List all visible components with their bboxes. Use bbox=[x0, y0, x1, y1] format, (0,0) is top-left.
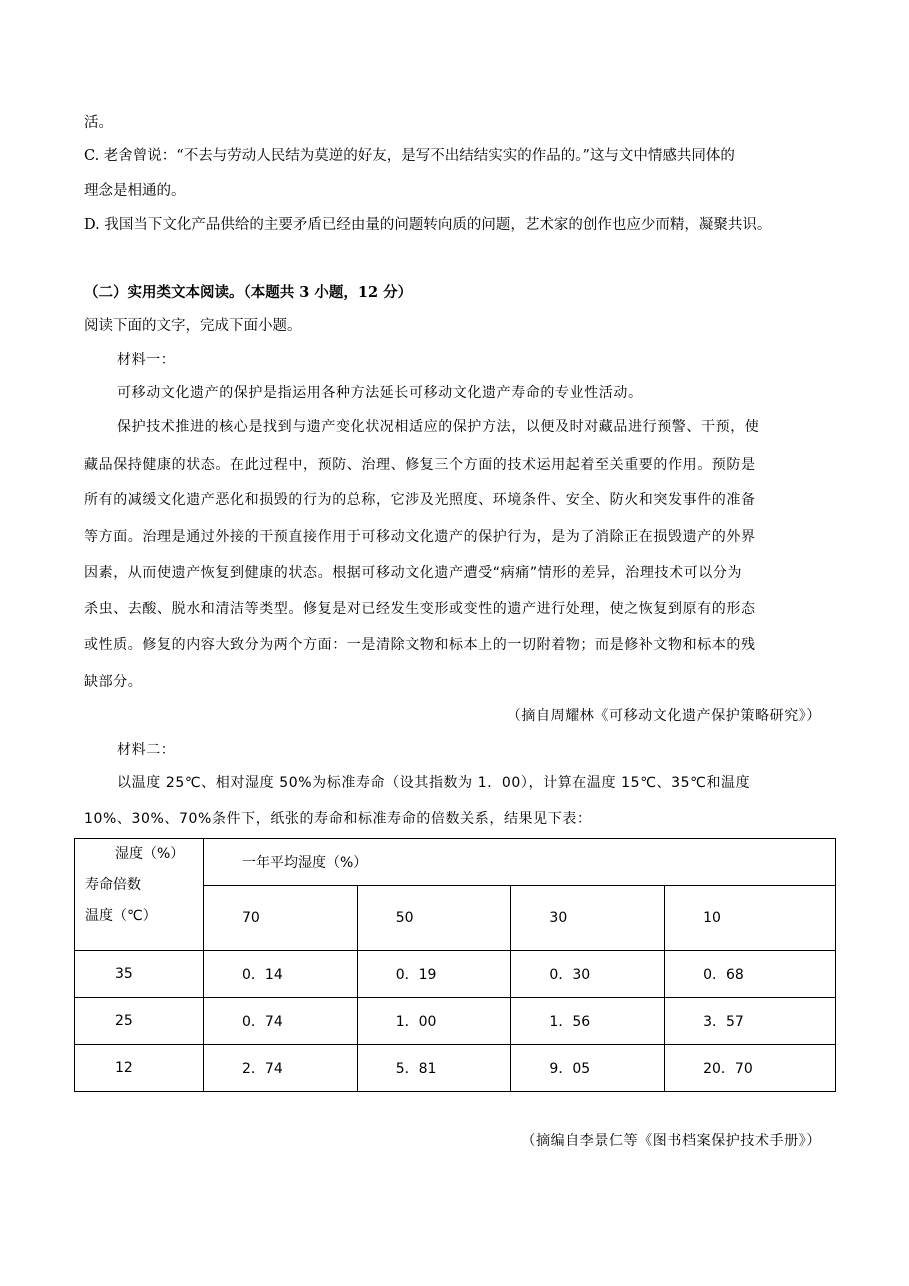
material-one-paragraph-1: 可移动文化遗产的保护是指运用各种方法延长可移动文化遗产寿命的专业性活动。 bbox=[117, 385, 643, 401]
material-one-p2-line: 缺部分。 bbox=[84, 674, 143, 690]
value-cell: 20．70 bbox=[665, 1045, 836, 1092]
section-heading: （二）实用类文本阅读。（本题共 3 小题，12 分） bbox=[84, 284, 413, 301]
value-cell: 0．68 bbox=[665, 951, 836, 998]
section-instruction: 阅读下面的文字，完成下面小题。 bbox=[84, 318, 302, 334]
material-one-label: 材料一： bbox=[117, 352, 176, 368]
material-one-p2-line: 所有的减缓文化遗产恶化和损毁的行为的总称，它涉及光照度、环境条件、安全、防火和突发事件的准备 bbox=[84, 492, 756, 508]
material-one-p2-line: 保护技术推进的核心是找到与遗产变化状况相适应的保护方法，以便及时对藏品进行预警、干预，使 bbox=[117, 419, 760, 435]
humidity-column-header: 30 bbox=[511, 886, 665, 951]
corner-lifespan-label: 寿命倍数 bbox=[85, 877, 141, 893]
value-cell: 2．74 bbox=[204, 1045, 358, 1092]
temperature-cell: 12 bbox=[75, 1045, 204, 1092]
option-d-line-1: D. 我国当下文化产品供给的主要矛盾已经由量的问题转向质的问题，艺术家的创作也应少而精，凝聚共识。 bbox=[84, 217, 772, 233]
material-one-p2-line: 杀虫、去酸、脱水和清洁等类型。修复是对已经发生变形或变性的遗产进行处理，使之恢复到原有的形态 bbox=[84, 601, 756, 617]
table-row bbox=[75, 951, 836, 998]
material-two-paragraph-line-1: 以温度 25℃、相对湿度 50%为标准寿命（设其指数为 1．00），计算在温度 15℃、35℃和温度 bbox=[117, 775, 751, 791]
material-one-p2-line: 或性质。修复的内容大致分为两个方面：一是清除文物和标本上的一切附着物；而是修补文物和标本的残 bbox=[84, 637, 756, 653]
option-c-line-2: 理念是相通的。 bbox=[84, 183, 186, 199]
material-one-p2-line: 因素，从而使遗产恢复到健康的状态。根据可移动文化遗产遭受“病痛”情形的差异，治理技术可以分为 bbox=[84, 565, 743, 581]
material-two-paragraph-line-2: 10%、30%、70%条件下，纸张的寿命和标准寿命的倍数关系，结果见下表： bbox=[84, 811, 592, 827]
value-cell: 0．30 bbox=[511, 951, 665, 998]
value-cell: 0．14 bbox=[204, 951, 358, 998]
value-cell: 9．05 bbox=[511, 1045, 665, 1092]
material-two-label: 材料二： bbox=[117, 742, 176, 758]
material-one-p2-line: 等方面。治理是通过外接的干预直接作用于可移动文化遗产的保护行为，是为了消除正在损毁遗产的外界 bbox=[84, 529, 756, 545]
value-cell: 0．74 bbox=[204, 998, 358, 1045]
humidity-group-header: 一年平均湿度（%） bbox=[204, 839, 836, 886]
value-cell: 1．56 bbox=[511, 998, 665, 1045]
corner-temperature-label: 温度（℃） bbox=[85, 908, 157, 924]
option-c-line-1: C. 老舍曾说：“不去与劳动人民结为莫逆的好友，是写不出结结实实的作品的。”这与文中情感共同体的 bbox=[84, 148, 735, 164]
humidity-column-header: 50 bbox=[357, 886, 511, 951]
corner-humidity-label: 湿度（%） bbox=[115, 846, 185, 862]
material-two-source: （摘编自李景仁等《图书档案保护技术手册》） bbox=[521, 1133, 821, 1149]
value-cell: 3．57 bbox=[665, 998, 836, 1045]
table-corner-header bbox=[75, 839, 204, 951]
material-one-source: （摘自周耀林《可移动文化遗产保护策略研究》） bbox=[506, 708, 821, 724]
humidity-column-header: 70 bbox=[204, 886, 358, 951]
value-cell: 1．00 bbox=[357, 998, 511, 1045]
table-row bbox=[75, 1045, 836, 1092]
option-b-tail: 活。 bbox=[84, 115, 113, 131]
temperature-cell: 35 bbox=[75, 951, 204, 998]
paper-lifespan-table bbox=[74, 838, 836, 1092]
value-cell: 5．81 bbox=[357, 1045, 511, 1092]
humidity-column-header: 10 bbox=[665, 886, 836, 951]
temperature-cell: 25 bbox=[75, 998, 204, 1045]
table-row bbox=[75, 998, 836, 1045]
value-cell: 0．19 bbox=[357, 951, 511, 998]
material-one-p2-line: 藏品保持健康的状态。在此过程中，预防、治理、修复三个方面的技术运用起着至关重要的作用。预防是 bbox=[84, 457, 756, 473]
